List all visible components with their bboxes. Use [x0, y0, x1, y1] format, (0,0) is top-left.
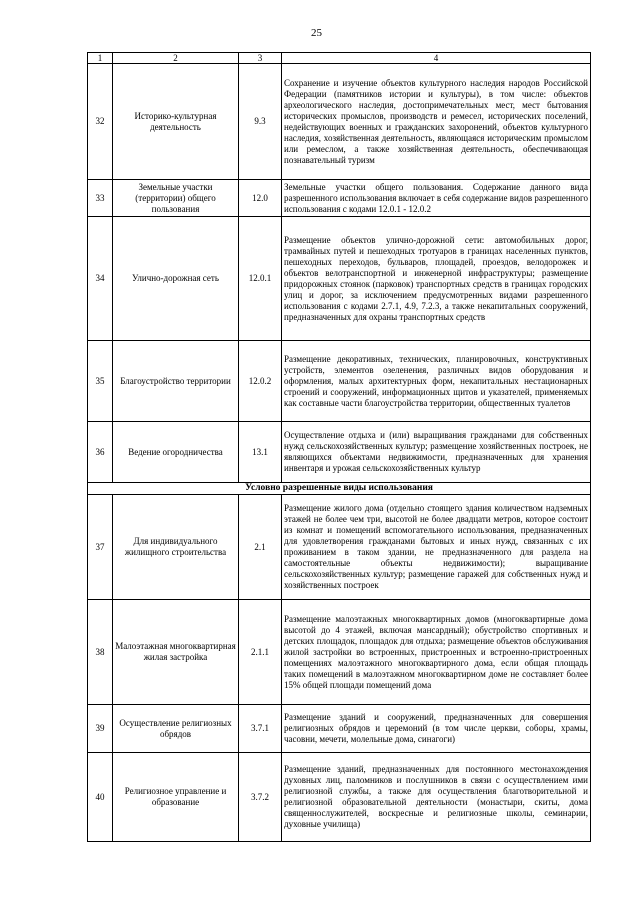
table-row — [88, 600, 591, 705]
use-type-code: 2.1 — [239, 495, 282, 600]
use-type-description: Размещение малоэтажных многоквартирных домов (многоквартирные дома высотой до 4 этажей, включая мансардный); обустройство спортивных и детских площадок, площадок для отдыха; размещение объектов обслуживания жилой застройки во встроенных, пристроенных и встроенно-пристроенных помещениях малоэтажного многоквартирного дома, если общая площадь таких помещений в малоэтажном многоквартирном доме не составляет более 15% общей площади помещений дома — [282, 600, 591, 705]
use-type-code: 12.0.1 — [239, 217, 282, 341]
use-type-description: Сохранение и изучение объектов культурного наследия народов Российской Федерации (памятников истории и культуры), в том числе: объектов археологического наследия, достопримечательных мест, мест бытования исторических промыслов, производств и ремесел, исторических поселений, недействующих военных и гражданских захоронений, объектов культурного наследия, хозяйственная деятельность, являющаяся историческим промыслом или ремеслом, а также хозяйственная деятельность, обеспечивающая познавательный туризм — [282, 64, 591, 180]
table-row — [88, 495, 591, 600]
use-type-description: Размещение декоративных, технических, планировочных, конструктивных устройств, элементов озеленения, различных видов оборудования и оформления, малых архитектурных форм, некапитальных нестационарных строений и сооружений, информационных щитов и указателей, применяемых как составные части благоустройства территории, общественных туалетов — [282, 341, 591, 422]
use-type-code: 13.1 — [239, 422, 282, 483]
use-type-description: Размещение объектов улично-дорожной сети: автомобильных дорог, трамвайных путей и пешеходных тротуаров в границах населенных пунктов, пешеходных переходов, бульваров, площадей, проездов, велодорожек и объектов велотранспортной и инженерной инфраструктуры; размещение придорожных стоянок (парковок) транспортных средств в границах городских улиц и дорог, за исключением предусмотренных видами разрешенного использования с кодами 2.7.1, 4.9, 7.2.3, а также некапитальных сооружений, предназначенных для охраны транспортных средств — [282, 217, 591, 341]
header-cell: 4 — [282, 53, 591, 64]
use-type-name: Историко-культурная деятельность — [113, 64, 239, 180]
table-row — [88, 217, 591, 341]
use-type-code: 12.0.2 — [239, 341, 282, 422]
row-number: 36 — [88, 422, 113, 483]
use-type-name: Для индивидуального жилищного строительства — [113, 495, 239, 600]
section-header-row — [88, 483, 591, 495]
row-number: 32 — [88, 64, 113, 180]
section-title: Условно разрешенные виды использования — [88, 483, 591, 495]
use-type-description: Размещение зданий и сооружений, предназначенных для совершения религиозных обрядов и церемоний (в том числе церкви, соборы, храмы, часовни, мечети, молельные дома, синагоги) — [282, 705, 591, 753]
table-row — [88, 64, 591, 180]
use-type-description: Осуществление отдыха и (или) выращивания гражданами для собственных нужд сельскохозяйственных культур; размещение хозяйственных построек, не являющихся объектами недвижимости, предназначенных для хранения инвентаря и урожая сельскохозяйственных культур — [282, 422, 591, 483]
table-header-row — [88, 53, 591, 64]
use-type-description: Размещение жилого дома (отдельно стоящего здания количеством надземных этажей не более чем три, высотой не более двадцати метров, которое состоит из комнат и помещений вспомогательного использования, предназначенных для удовлетворения гражданами бытовых и иных нужд, связанных с их проживанием в таком здании, не предназначенного для раздела на самостоятельные объекты недвижимости); выращивание сельскохозяйственных культур; размещение гаражей для собственных нужд и хозяйственных построек — [282, 495, 591, 600]
use-type-name: Малоэтажная многоквартирная жилая застройка — [113, 600, 239, 705]
use-type-code: 3.7.1 — [239, 705, 282, 753]
use-type-code: 12.0 — [239, 180, 282, 217]
table-row — [88, 753, 591, 842]
use-type-name: Улично-дорожная сеть — [113, 217, 239, 341]
row-number: 40 — [88, 753, 113, 842]
table-row — [88, 705, 591, 753]
use-type-name: Благоустройство территории — [113, 341, 239, 422]
use-type-code: 9.3 — [239, 64, 282, 180]
row-number: 33 — [88, 180, 113, 217]
use-type-description: Земельные участки общего пользования. Содержание данного вида разрешенного использования включает в себя содержание видов разрешенного использования с кодами 12.0.1 - 12.0.2 — [282, 180, 591, 217]
use-type-description: Размещение зданий, предназначенных для постоянного местонахождения духовных лиц, паломников и послушников в связи с осуществлением ими религиозной службы, а также для осуществления благотворительной и религиозной образовательной деятельности (монастыри, скиты, дома священнослужителей, воскресные и религиозные школы, семинарии, духовные училища) — [282, 753, 591, 842]
page-number: 25 — [311, 27, 322, 39]
row-number: 38 — [88, 600, 113, 705]
row-number: 39 — [88, 705, 113, 753]
use-type-name: Ведение огородничества — [113, 422, 239, 483]
table-row — [88, 180, 591, 217]
header-cell: 3 — [239, 53, 282, 64]
land-use-table — [87, 52, 591, 842]
table-row — [88, 422, 591, 483]
header-cell: 2 — [113, 53, 239, 64]
row-number: 35 — [88, 341, 113, 422]
row-number: 34 — [88, 217, 113, 341]
use-type-name: Земельные участки (территории) общего пользования — [113, 180, 239, 217]
use-type-name: Осуществление религиозных обрядов — [113, 705, 239, 753]
table-row — [88, 341, 591, 422]
use-type-code: 2.1.1 — [239, 600, 282, 705]
row-number: 37 — [88, 495, 113, 600]
use-type-code: 3.7.2 — [239, 753, 282, 842]
header-cell: 1 — [88, 53, 113, 64]
use-type-name: Религиозное управление и образование — [113, 753, 239, 842]
